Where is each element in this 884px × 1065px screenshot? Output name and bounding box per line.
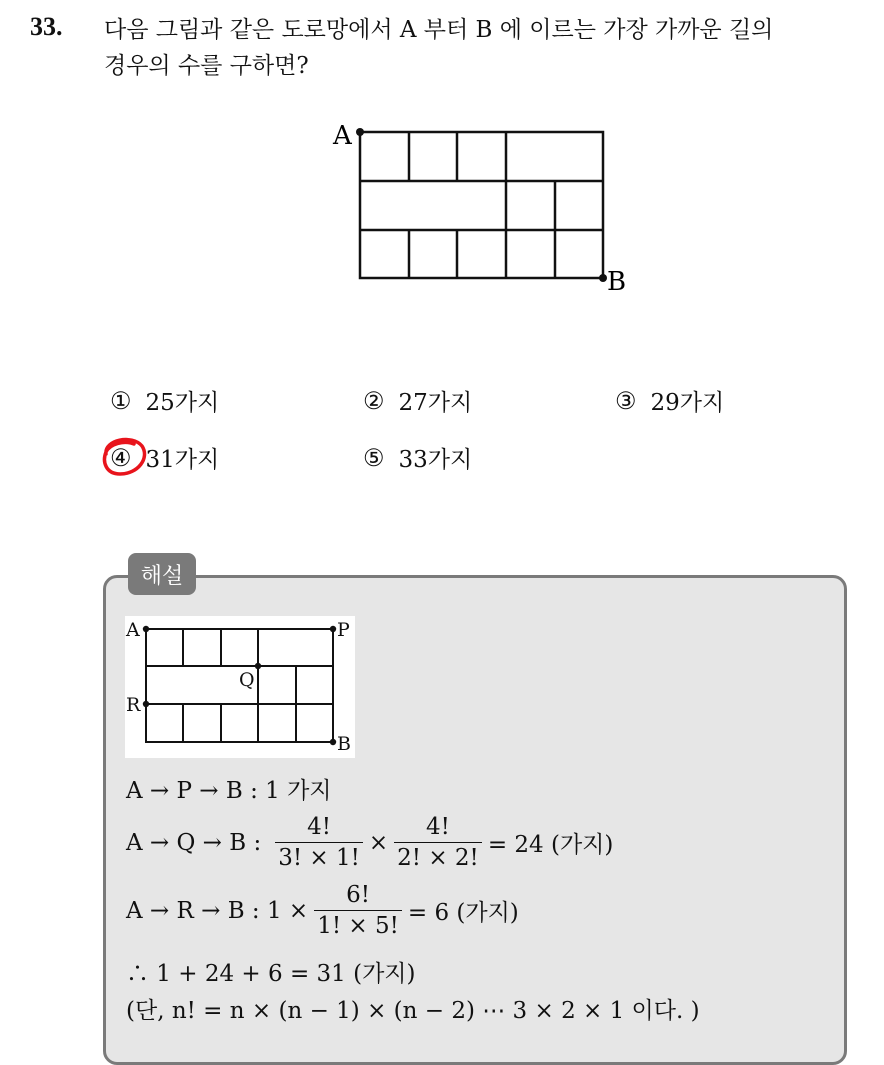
solution-mini-figure (125, 616, 355, 758)
label-a: A (333, 121, 352, 151)
line2-f1-denominator: 3! × 1! (275, 842, 363, 871)
line2-result: = 24 (가지) (487, 832, 614, 858)
grid-outline (360, 132, 603, 278)
choice-3[interactable] (615, 384, 724, 417)
line3-result: = 6 (가지) (407, 900, 519, 926)
point-b-dot (599, 274, 607, 282)
line2-fraction-1 (275, 814, 363, 871)
choice-1[interactable] (110, 384, 219, 417)
choice-4-number: ④ (110, 443, 132, 472)
line2-fraction-2 (394, 814, 482, 871)
question-text-line2: 경우의 수를 구하면? (104, 53, 309, 79)
mini-label-a: A (126, 619, 140, 641)
line2-prefix: A → Q → B : (126, 829, 262, 856)
mini-label-q: Q (239, 669, 255, 691)
mini-label-b: B (337, 733, 351, 755)
road-network-figure (320, 112, 650, 302)
line3-prefix: A → R → B : 1 × (126, 897, 309, 924)
solution-line-4: ∴ 1 + 24 + 6 = 31 (가지) (126, 961, 416, 987)
choice-5-text: 33가지 (398, 447, 473, 473)
solution-line-5: (단, n! = n × (n − 1) × (n − 2) ⋯ 3 × 2 × 1 이다. ) (126, 998, 700, 1024)
line2-f2-denominator: 2! × 2! (394, 842, 482, 871)
choice-3-number: ③ (615, 386, 637, 415)
solution-line-2 (126, 814, 613, 871)
choice-4-text: 31가지 (145, 447, 220, 473)
line3-numerator: 6! (346, 882, 370, 908)
mini-label-p: P (337, 619, 350, 641)
solution-line-1: A → P → B : 1 가지 (126, 778, 332, 804)
solution-line-3 (126, 882, 519, 939)
line2-f1-numerator: 4! (307, 814, 331, 840)
choice-2-number: ② (363, 386, 385, 415)
choice-5-number: ⑤ (363, 443, 385, 472)
question-number: 33. (30, 12, 63, 41)
label-b: B (607, 267, 627, 297)
line2-times: × (368, 829, 389, 856)
choice-1-text: 25가지 (145, 390, 220, 416)
answer-circle-mark (98, 432, 152, 480)
point-a-dot (356, 128, 364, 136)
question-text (104, 12, 874, 84)
line3-fraction (314, 882, 402, 939)
line2-f2-numerator: 4! (426, 814, 450, 840)
choice-1-number: ① (110, 386, 132, 415)
question-text-line1: 다음 그림과 같은 도로망에서 A 부터 B 에 이르는 가장 가까운 길의 (104, 17, 774, 43)
choice-2-text: 27가지 (398, 390, 473, 416)
choice-5[interactable] (363, 441, 472, 474)
choice-2[interactable] (363, 384, 472, 417)
choice-3-text: 29가지 (650, 390, 725, 416)
line3-denominator: 1! × 5! (314, 910, 402, 939)
solution-tag: 해설 (128, 553, 196, 595)
mini-label-r: R (126, 694, 141, 716)
